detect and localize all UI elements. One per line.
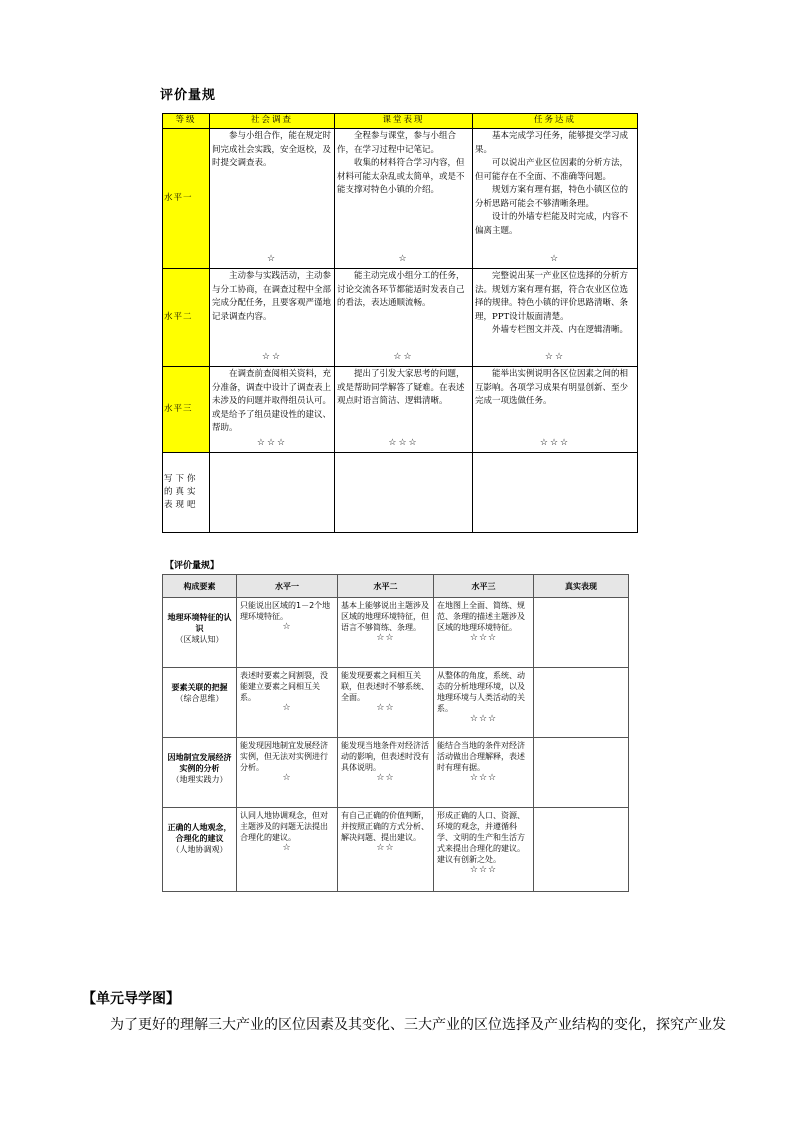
- element-sub: （区域认知）: [175, 635, 224, 644]
- element-name: 地理环境特征的认识: [167, 613, 232, 633]
- real-performance-input[interactable]: [534, 808, 629, 892]
- table-row: [163, 367, 638, 453]
- level-1-text: 表述时要素之间割裂，没能建立要素之间相互关系。: [240, 671, 328, 702]
- header-level-1: 水平一: [237, 575, 338, 598]
- star-rating: ☆☆☆: [469, 714, 498, 724]
- star-rating: ☆☆☆: [539, 437, 571, 448]
- real-performance-input[interactable]: [534, 598, 629, 668]
- level-1-cell: [237, 598, 338, 668]
- star-rating: ☆☆: [393, 351, 414, 362]
- level-1-cell: [237, 738, 338, 808]
- star-rating: ☆: [282, 703, 292, 713]
- survey-text: 主动参与实践活动，主动参与分工协商，在调查过程中全部完成分配任务，且要客观严谨地记录调查内容。: [212, 271, 332, 322]
- star-rating: ☆: [549, 253, 561, 264]
- task-cell: [473, 129, 638, 269]
- task-text: 规划方案有理有据，特色小镇区位的分析思路可能会不够清晰条理。: [475, 185, 629, 209]
- level-1-cell: [237, 668, 338, 738]
- element-sub: （人地协调观）: [171, 845, 228, 854]
- rubric-table-2: [162, 574, 629, 892]
- header-element: 构成要素: [163, 575, 237, 598]
- star-rating: ☆: [282, 843, 292, 853]
- table-header-row: [163, 575, 629, 598]
- classroom-text: 提出了引发大家思考的问题，或是帮助同学解答了疑难。在表述观点时语言简洁、逻辑清晰。: [337, 369, 465, 406]
- level-3-cell: [434, 808, 534, 892]
- task-text: 基本完成学习任务，能够提交学习成果。: [475, 131, 629, 155]
- star-rating: ☆: [282, 622, 292, 632]
- level-2-text: 能发现当地条件对经济活动的影响，但表述时没有具体说明。: [341, 741, 429, 772]
- survey-text: 在调查前查阅相关资料，充分准备，调查中设计了调查表上未涉及的问题并取得组员认可。或是给予了组员建设性的建议、帮助。: [212, 369, 332, 433]
- level-label: 水平一: [163, 129, 210, 269]
- classroom-cell: [335, 367, 473, 453]
- real-performance-input-classroom[interactable]: [335, 453, 473, 533]
- classroom-cell: [335, 269, 473, 367]
- survey-cell: [210, 129, 335, 269]
- real-performance-label: 写下你的真实表现吧: [163, 453, 210, 533]
- task-text: 能举出实例说明各区位因素之间的相互影响。各项学习成果有明显创新、至少完成一项选做任务。: [475, 369, 629, 406]
- element-sub: （地理实践力）: [171, 775, 228, 784]
- table-row: [163, 598, 629, 668]
- level-2-cell: [338, 668, 434, 738]
- table-row: [163, 808, 629, 892]
- header-level-3: 水平三: [434, 575, 534, 598]
- star-rating: ☆☆: [376, 703, 395, 713]
- star-rating: ☆☆☆: [388, 437, 419, 448]
- survey-text: 参与小组合作，能在规定时间完成社会实践，安全返校，及时提交调查表。: [212, 131, 332, 168]
- element-cell: [163, 738, 237, 808]
- header-level: 等级: [163, 114, 210, 129]
- table-row: [163, 269, 638, 367]
- star-rating: ☆: [398, 253, 409, 264]
- table-row: [163, 668, 629, 738]
- level-2-text: 基本上能够说出主题涉及区域的地理环境特征，但语言不够简练、条理。: [341, 601, 429, 632]
- survey-cell: [210, 367, 335, 453]
- star-rating: ☆☆: [544, 351, 566, 362]
- star-rating: ☆☆: [376, 633, 395, 643]
- real-performance-input[interactable]: [534, 668, 629, 738]
- level-3-cell: [434, 668, 534, 738]
- star-rating: ☆☆: [376, 773, 395, 783]
- star-rating: ☆☆: [261, 351, 283, 362]
- level-3-text: 形成正确的人口、资源、环境的观念，并遵循科学、文明的生产和生活方式来提出合理化的建议。建议有创新之处。: [437, 811, 525, 864]
- real-performance-input[interactable]: [534, 738, 629, 808]
- element-name: 正确的人地观念，合理化的建议: [167, 823, 232, 843]
- level-1-text: 只能说出区域的1－2个地理环境特征。: [240, 601, 331, 621]
- element-name: 要素关联的把握: [171, 683, 228, 692]
- star-rating: ☆☆: [376, 843, 395, 853]
- header-level-2: 水平二: [338, 575, 434, 598]
- classroom-cell: [335, 129, 473, 269]
- level-1-cell: [237, 808, 338, 892]
- classroom-text: 全程参与课堂，参与小组合作，在学习过程中记笔记。: [337, 131, 457, 155]
- task-text: 外墙专栏图文并茂、内在逻辑清晰。: [492, 325, 629, 335]
- task-text: 可以说出产业区位因素的分析方法，但可能存在不全面、不准确等问题。: [475, 158, 629, 182]
- element-cell: [163, 598, 237, 668]
- element-name: 因地制宜发展经济实例的分析: [167, 753, 232, 773]
- level-2-cell: [338, 808, 434, 892]
- star-rating: ☆☆☆: [256, 437, 288, 448]
- rubric-table-1: [162, 113, 638, 533]
- level-3-text: 从整体的角度，系统、动态的分析地理环境，以及地理环境与人类活动的关系。: [437, 671, 525, 713]
- level-label: 水平三: [163, 367, 210, 453]
- header-survey: 社会调查: [210, 114, 335, 129]
- table-row: [163, 129, 638, 269]
- classroom-text: 收集的材料符合学习内容，但材料可能太杂乱或太简单，或是不能支撑对特色小镇的介绍。: [337, 158, 465, 195]
- level-2-text: 有自己正确的价值判断，并按照正确的方式分析、解决问题、提出建议。: [341, 811, 429, 842]
- survey-cell: [210, 269, 335, 367]
- star-rating: ☆☆☆: [469, 865, 498, 875]
- section-title-guide: 【单元导学图】: [82, 991, 180, 1007]
- level-2-text: 能发现要素之间相互关联，但表述时不够系统、全面。: [341, 671, 429, 702]
- task-text: 完整说出某一产业区位选择的分析方法。规划方案有理有据，符合农业区位选择的规律。特色小镇的评价思路清晰、条理，PPT设计版面清楚。: [475, 271, 629, 322]
- level-3-text: 能结合当地的条件对经济活动做出合理解释，表述时有理有据。: [437, 741, 525, 772]
- task-text: 设计的外墙专栏能及时完成，内容不偏离主题。: [475, 212, 629, 236]
- star-rating: ☆☆☆: [469, 633, 498, 643]
- task-cell: [473, 269, 638, 367]
- rubric-label: 【评价量规】: [165, 561, 220, 571]
- element-sub: （综合思维）: [175, 694, 224, 703]
- header-real-performance: 真实表现: [534, 575, 629, 598]
- page-title: 评价量规: [160, 88, 217, 103]
- star-rating: ☆☆☆: [469, 773, 498, 783]
- real-performance-input-survey[interactable]: [210, 453, 335, 533]
- header-classroom: 课堂表现: [335, 114, 473, 129]
- star-rating: ☆: [282, 773, 292, 783]
- classroom-text: 能主动完成小组分工的任务，讨论交流各环节都能适时发表自己的看法，表达通顺流畅。: [337, 271, 465, 308]
- level-2-cell: [338, 738, 434, 808]
- level-3-cell: [434, 598, 534, 668]
- header-task: 任务达成: [473, 114, 638, 129]
- level-label: 水平二: [163, 269, 210, 367]
- level-1-text: 认同人地协调观念，但对主题涉及的问题无法提出合理化的建议。: [240, 811, 328, 842]
- star-rating: ☆: [266, 253, 278, 264]
- level-3-text: 在地图上全面、简练、规范、条理的描述主题涉及区域的地理环境特征。: [437, 601, 525, 632]
- table-header-row: [163, 114, 638, 129]
- element-cell: [163, 668, 237, 738]
- task-cell: [473, 367, 638, 453]
- level-1-text: 能发现因地制宜发展经济实例，但无法对实例进行分析。: [240, 741, 328, 772]
- guide-paragraph: 为了更好的理解三大产业的区位因素及其变化、三大产业的区位选择及产业结构的变化，探究产业发: [110, 1017, 726, 1033]
- element-cell: [163, 808, 237, 892]
- real-performance-input-task[interactable]: [473, 453, 638, 533]
- level-2-cell: [338, 598, 434, 668]
- level-3-cell: [434, 738, 534, 808]
- table-row: [163, 738, 629, 808]
- table-row-real-performance: [163, 453, 638, 533]
